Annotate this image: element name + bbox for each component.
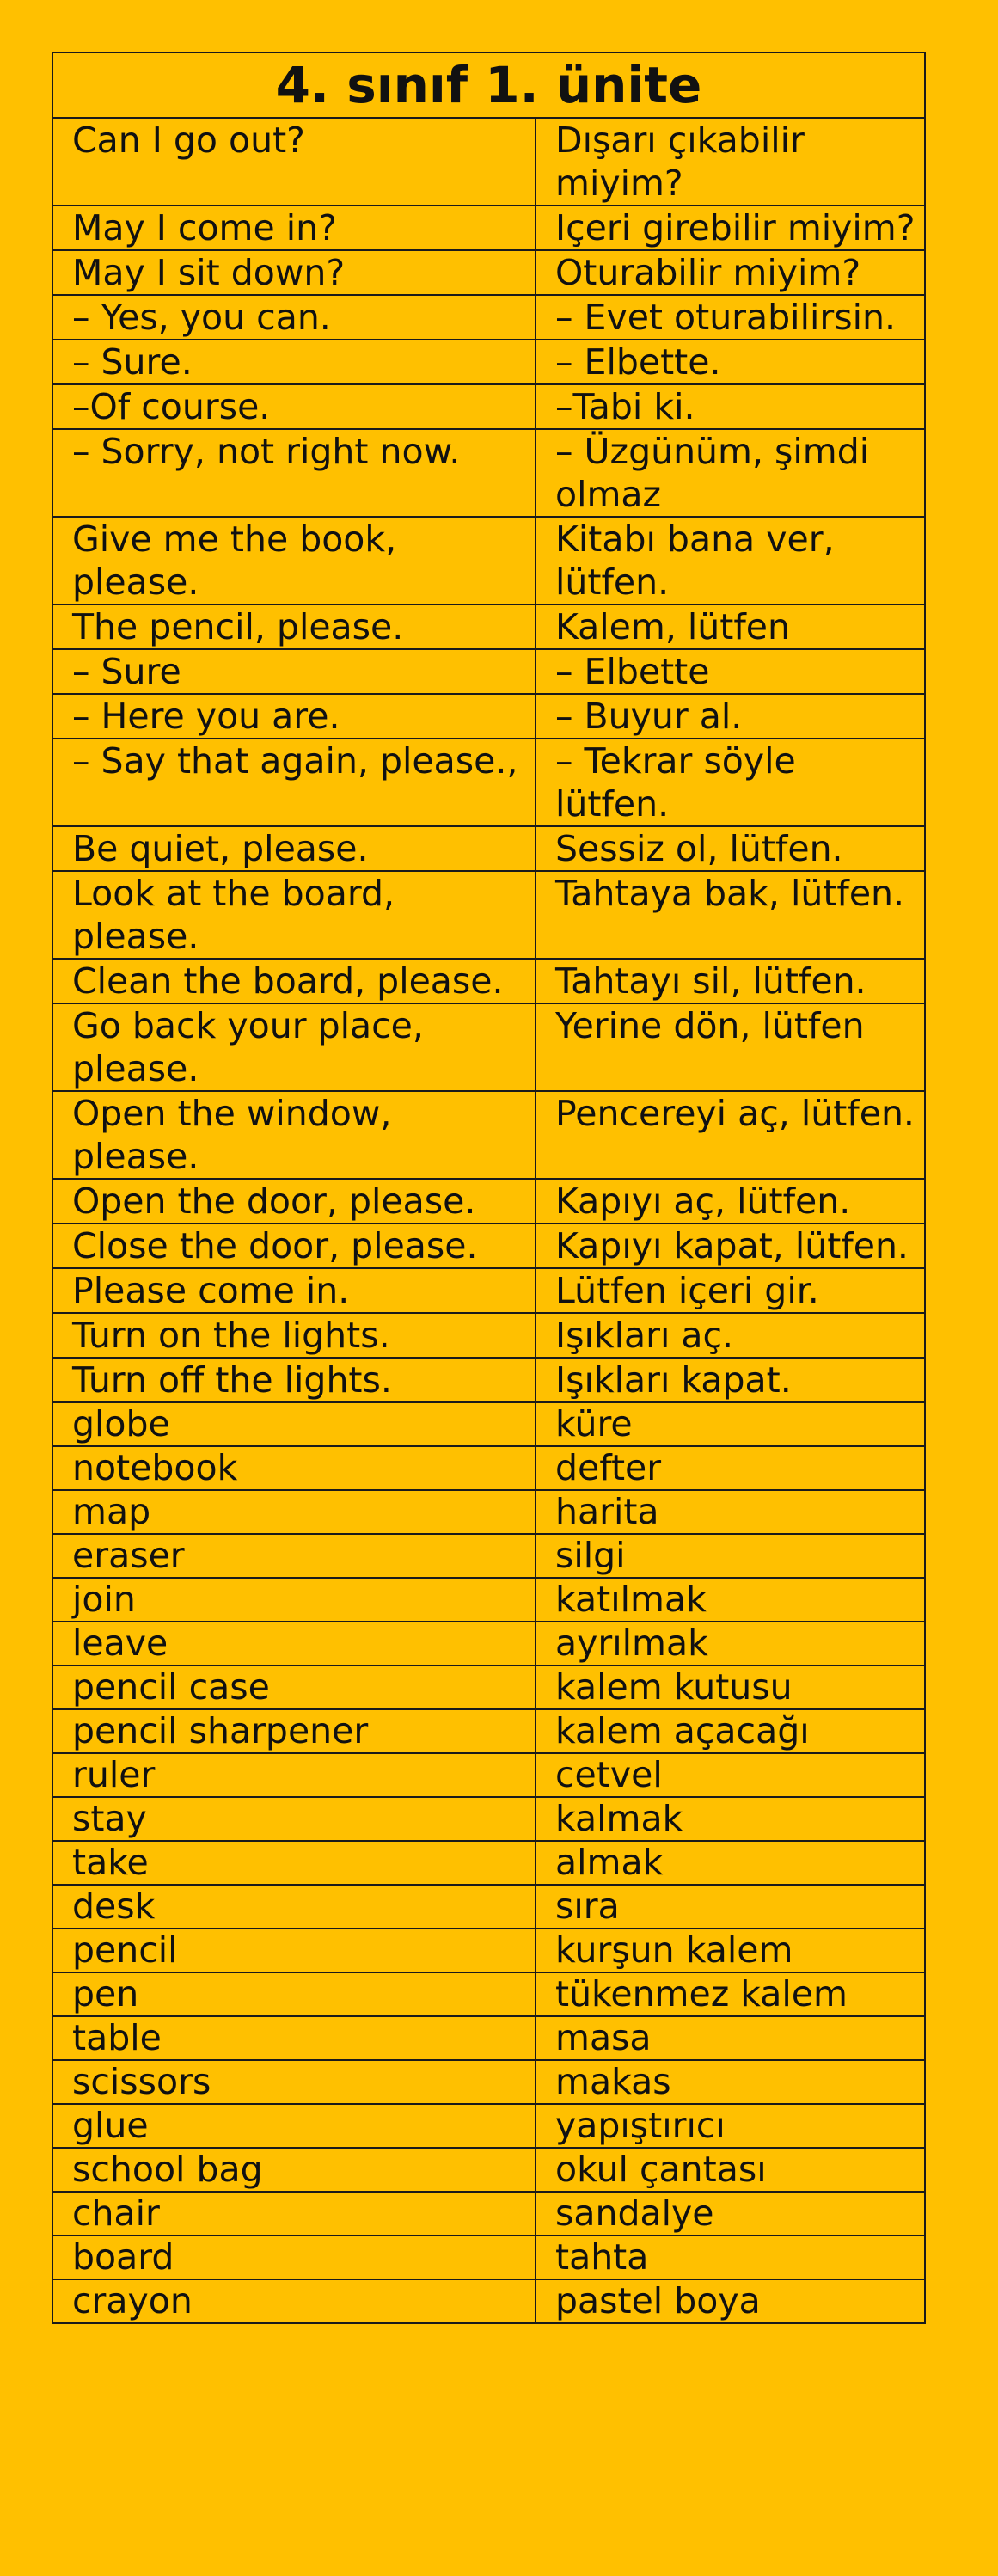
- turkish-cell: katılmak: [536, 1578, 925, 1622]
- turkish-cell: Kapıyı kapat, lütfen.: [536, 1224, 925, 1268]
- turkish-cell: kalem kutusu: [536, 1665, 925, 1709]
- turkish-cell: Yerine dön, lütfen: [536, 1003, 925, 1091]
- table-row: [52, 384, 925, 429]
- english-cell: pencil case: [52, 1665, 536, 1709]
- table-row: [52, 604, 925, 649]
- english-cell: Please come in.: [52, 1268, 536, 1313]
- table-row: [52, 1841, 925, 1885]
- english-cell: crayon: [52, 2279, 536, 2323]
- english-cell: Can I go out?: [52, 118, 536, 205]
- turkish-cell: masa: [536, 2016, 925, 2060]
- english-cell: leave: [52, 1622, 536, 1665]
- table-row: [52, 1179, 925, 1224]
- turkish-cell: Sessiz ol, lütfen.: [536, 826, 925, 871]
- table-row: [52, 1268, 925, 1313]
- turkish-cell: –Tabi ki.: [536, 384, 925, 429]
- table-row: [52, 1534, 925, 1578]
- table-row: [52, 517, 925, 604]
- table-row: [52, 1358, 925, 1402]
- turkish-cell: – Elbette: [536, 649, 925, 694]
- english-cell: board: [52, 2236, 536, 2279]
- turkish-cell: Dışarı çıkabilir miyim?: [536, 118, 925, 205]
- table-row: [52, 649, 925, 694]
- table-row: [52, 1972, 925, 2016]
- table-row: [52, 1446, 925, 1490]
- turkish-cell: Pencereyi aç, lütfen.: [536, 1091, 925, 1179]
- vocabulary-table: [52, 52, 926, 2324]
- english-cell: – Say that again, please.,: [52, 739, 536, 826]
- table-row: [52, 1091, 925, 1179]
- english-cell: Turn off the lights.: [52, 1358, 536, 1402]
- turkish-cell: Lütfen içeri gir.: [536, 1268, 925, 1313]
- english-cell: school bag: [52, 2148, 536, 2192]
- turkish-cell: Kapıyı aç, lütfen.: [536, 1179, 925, 1224]
- table-row: [52, 2104, 925, 2148]
- turkish-cell: Tahtaya bak, lütfen.: [536, 871, 925, 959]
- table-row: [52, 295, 925, 340]
- turkish-cell: cetvel: [536, 1753, 925, 1797]
- english-cell: desk: [52, 1885, 536, 1929]
- english-cell: join: [52, 1578, 536, 1622]
- english-cell: Open the window, please.: [52, 1091, 536, 1179]
- english-cell: glue: [52, 2104, 536, 2148]
- turkish-cell: tükenmez kalem: [536, 1972, 925, 2016]
- turkish-cell: pastel boya: [536, 2279, 925, 2323]
- english-cell: chair: [52, 2192, 536, 2236]
- turkish-cell: kalem açacağı: [536, 1709, 925, 1753]
- turkish-cell: tahta: [536, 2236, 925, 2279]
- page-title: 4. sınıf 1. ünite: [52, 52, 925, 118]
- turkish-cell: – Elbette.: [536, 340, 925, 384]
- english-cell: –Of course.: [52, 384, 536, 429]
- english-cell: Turn on the lights.: [52, 1313, 536, 1358]
- turkish-cell: yapıştırıcı: [536, 2104, 925, 2148]
- turkish-cell: Kitabı bana ver, lütfen.: [536, 517, 925, 604]
- turkish-cell: harita: [536, 1490, 925, 1534]
- table-row: [52, 826, 925, 871]
- table-row: [52, 1665, 925, 1709]
- table-row: [52, 1578, 925, 1622]
- table-row: [52, 1490, 925, 1534]
- turkish-cell: sandalye: [536, 2192, 925, 2236]
- english-cell: eraser: [52, 1534, 536, 1578]
- title-row: [52, 52, 925, 118]
- english-cell: Close the door, please.: [52, 1224, 536, 1268]
- table-row: [52, 959, 925, 1003]
- table-row: [52, 2016, 925, 2060]
- table-row: [52, 1885, 925, 1929]
- english-cell: ruler: [52, 1753, 536, 1797]
- english-cell: map: [52, 1490, 536, 1534]
- turkish-cell: – Tekrar söyle lütfen.: [536, 739, 925, 826]
- english-cell: notebook: [52, 1446, 536, 1490]
- table-row: [52, 118, 925, 205]
- turkish-cell: Kalem, lütfen: [536, 604, 925, 649]
- english-cell: Go back your place, please.: [52, 1003, 536, 1091]
- turkish-cell: Tahtayı sil, lütfen.: [536, 959, 925, 1003]
- turkish-cell: kurşun kalem: [536, 1929, 925, 1972]
- english-cell: Give me the book, please.: [52, 517, 536, 604]
- table-row: [52, 2279, 925, 2323]
- turkish-cell: – Üzgünüm, şimdi olmaz: [536, 429, 925, 517]
- english-cell: – Sure.: [52, 340, 536, 384]
- table-row: [52, 739, 925, 826]
- table-row: [52, 1224, 925, 1268]
- english-cell: pen: [52, 1972, 536, 2016]
- turkish-cell: defter: [536, 1446, 925, 1490]
- turkish-cell: küre: [536, 1402, 925, 1446]
- english-cell: pencil: [52, 1929, 536, 1972]
- table-row: [52, 1797, 925, 1841]
- english-cell: – Yes, you can.: [52, 295, 536, 340]
- turkish-cell: sıra: [536, 1885, 925, 1929]
- table-row: [52, 1753, 925, 1797]
- table-row: [52, 1003, 925, 1091]
- turkish-cell: silgi: [536, 1534, 925, 1578]
- turkish-cell: almak: [536, 1841, 925, 1885]
- table-row: [52, 871, 925, 959]
- english-cell: globe: [52, 1402, 536, 1446]
- table-row: [52, 340, 925, 384]
- table-row: [52, 1622, 925, 1665]
- table-body: [52, 118, 925, 2323]
- turkish-cell: Işıkları kapat.: [536, 1358, 925, 1402]
- table-row: [52, 205, 925, 250]
- turkish-cell: – Buyur al.: [536, 694, 925, 739]
- table-row: [52, 429, 925, 517]
- table-row: [52, 1313, 925, 1358]
- turkish-cell: kalmak: [536, 1797, 925, 1841]
- english-cell: take: [52, 1841, 536, 1885]
- english-cell: May I sit down?: [52, 250, 536, 295]
- table-row: [52, 694, 925, 739]
- english-cell: scissors: [52, 2060, 536, 2104]
- english-cell: The pencil, please.: [52, 604, 536, 649]
- table-row: [52, 1929, 925, 1972]
- table-row: [52, 250, 925, 295]
- english-cell: Look at the board, please.: [52, 871, 536, 959]
- turkish-cell: Içeri girebilir miyim?: [536, 205, 925, 250]
- english-cell: – Sorry, not right now.: [52, 429, 536, 517]
- english-cell: Clean the board, please.: [52, 959, 536, 1003]
- table-row: [52, 2236, 925, 2279]
- english-cell: – Sure: [52, 649, 536, 694]
- turkish-cell: – Evet oturabilirsin.: [536, 295, 925, 340]
- english-cell: Be quiet, please.: [52, 826, 536, 871]
- turkish-cell: ayrılmak: [536, 1622, 925, 1665]
- turkish-cell: Oturabilir miyim?: [536, 250, 925, 295]
- table-row: [52, 2192, 925, 2236]
- english-cell: pencil sharpener: [52, 1709, 536, 1753]
- english-cell: table: [52, 2016, 536, 2060]
- english-cell: – Here you are.: [52, 694, 536, 739]
- table-row: [52, 2148, 925, 2192]
- turkish-cell: Işıkları aç.: [536, 1313, 925, 1358]
- english-cell: May I come in?: [52, 205, 536, 250]
- table-row: [52, 1402, 925, 1446]
- table-row: [52, 1709, 925, 1753]
- turkish-cell: okul çantası: [536, 2148, 925, 2192]
- table-row: [52, 2060, 925, 2104]
- english-cell: stay: [52, 1797, 536, 1841]
- english-cell: Open the door, please.: [52, 1179, 536, 1224]
- turkish-cell: makas: [536, 2060, 925, 2104]
